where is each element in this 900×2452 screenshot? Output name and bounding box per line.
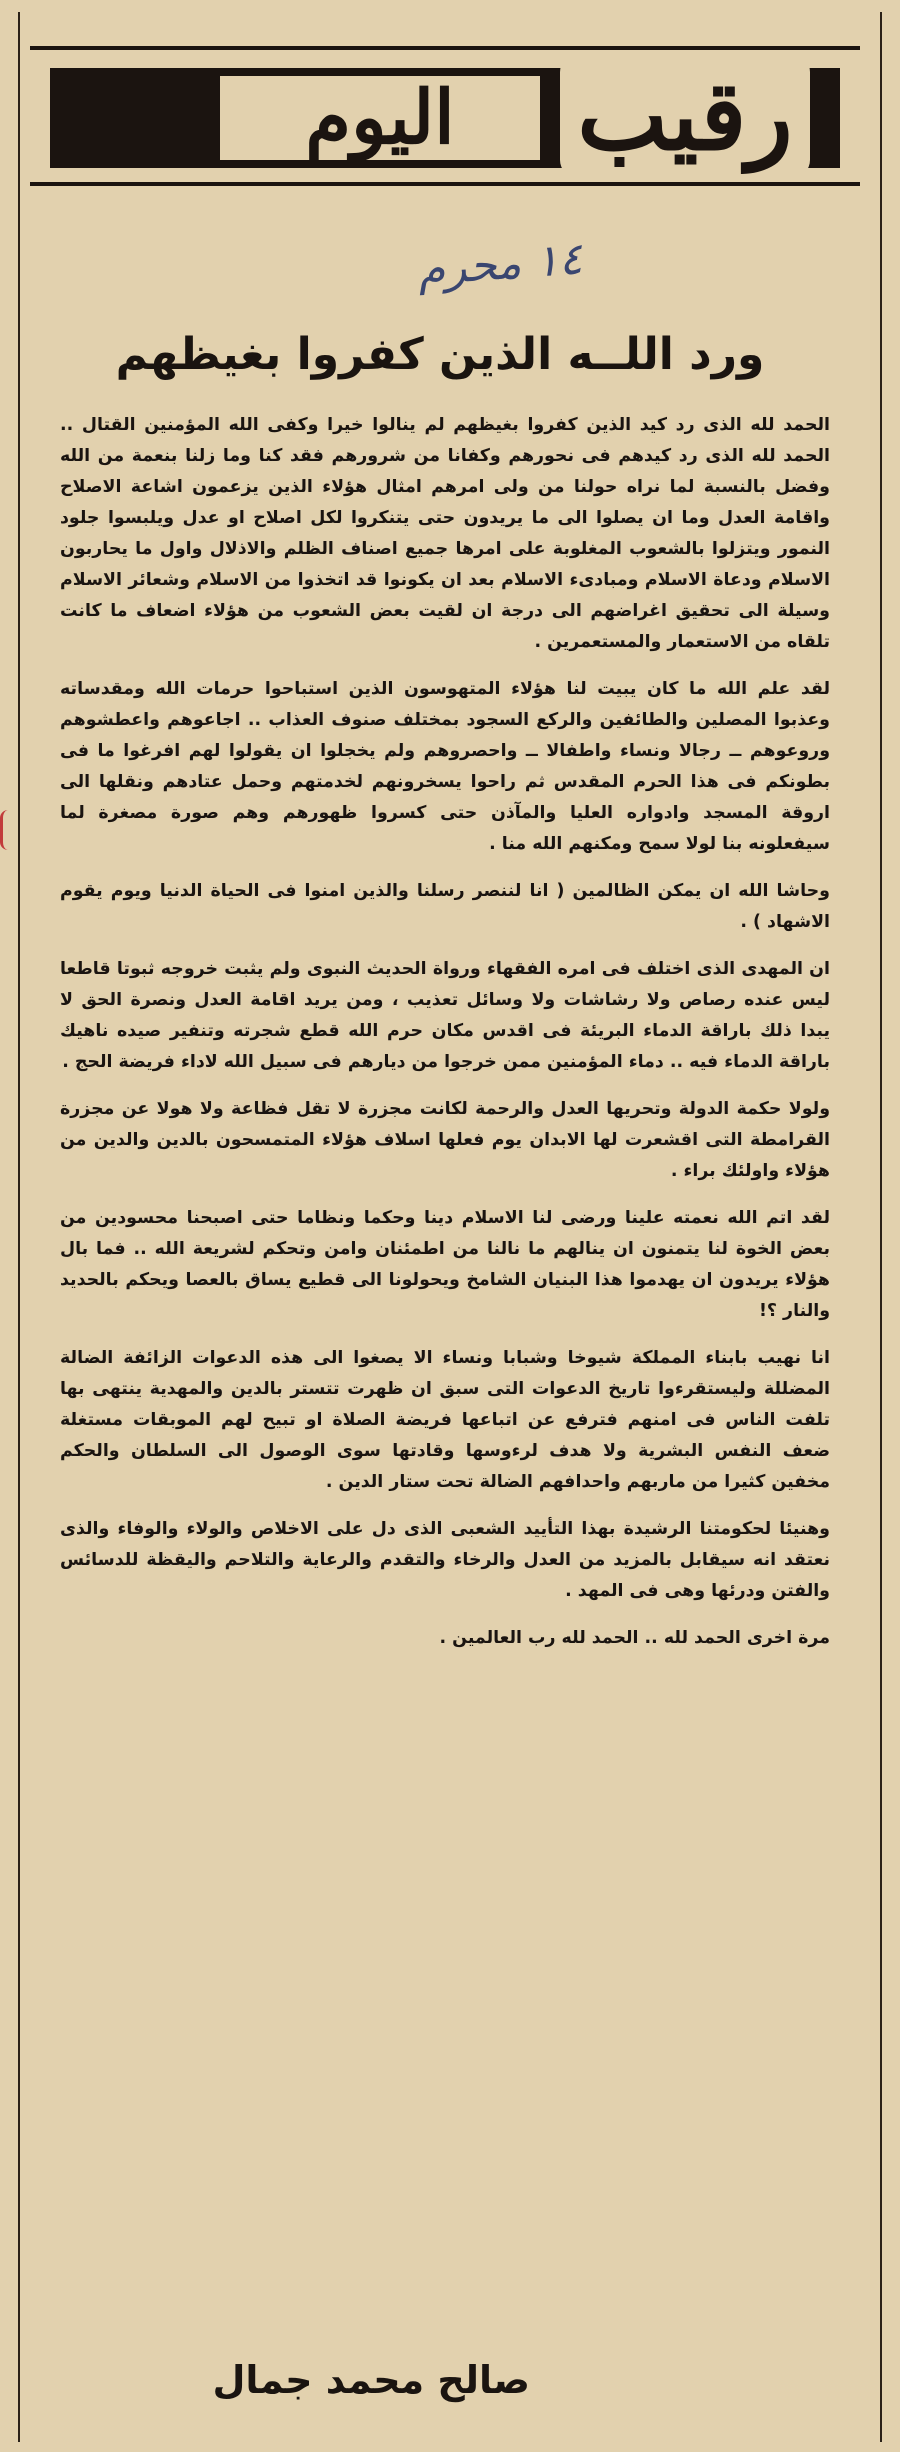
paragraph: ولولا حكمة الدولة وتحريها العدل والرحمة لكانت مجزرة لا تقل فظاعة ولا هولا عن مجزرة القرامطة التى اقشعرت لها الابدان يوم فعلها اسلاف هؤلاء المتمسحون بالدين والدين من هؤلاء واولئك براء .	[60, 1099, 830, 1181]
masthead-title-raqib: رقيب	[560, 54, 810, 178]
paragraph: انا نهيب بابناء المملكة شيوخا وشبابا ونساء الا يصغوا الى هذه الدعوات الزائفة الضالة المضللة وليستقرءوا تاريخ الدعوات التى سبق ان ظهرت تتستر بالدين والمهدية ينتهى بها تلفت الناس فى امنهم فترفع عن اتباعها فريضة الصلاة او تبيح لهم الموبقات مستغلة ضعف النفس البشرية ولا هدف لرءوسها وقادتها سوى الوصول الى السلطان والحكم مخفين كثيرا من ماربهم واحدافهم الضالة تحت ستار الدين .	[60, 1348, 830, 1492]
handwritten-date: ١٤ محرم	[416, 233, 584, 296]
paragraph: لقد اتم الله نعمته علينا ورضى لنا الاسلام دينا وحكما ونظاما حتى اصبحنا محسودين من بعض الخوة لنا يتمنون ان ينالهم ما نالنا من اطمئنان وامن وتحكم لشريعة الله .. فما بال هؤلاء يريدون ان يهدموا هذا البنيان الشامخ ويحولونا الى قطيع يساق بالعصا ويحكم بالحديد والنار ؟!	[60, 1208, 830, 1321]
paragraph: الحمد لله الذى رد كيد الذين كفروا بغيظهم لم ينالوا خيرا وكفى الله المؤمنين القتال .. الحمد لله الذى رد كيدهم فى نحورهم وكفانا من شرورهم فقد كنا وما زلنا بنعمة من الله وفضل بالنسبة لما نراه حولنا من ولى امرهم امثال هؤلاء الذين يزعمون اشاعة الاصلاح واقامة العدل وما ان يصلوا الى ما يريدون حتى يتنكروا لكل اصلاح او عدل ويلبسوا جلود النمور ويتزلوا بالشعوب المغلوبة على امرها جميع اصناف الظلم والاذلال واول ما يحاربون الاسلام ودعاة الاسلام ومبادىء الاسلام بعد ان يكونوا قد اتخذوا من الاسلام وشعائر الاسلام وسيلة الى تحقيق اغراضهم الى درجة ان لقيت بعض الشعوب من هؤلاء اضعاف ما كانت تلقاه من الاستعمار والمستعمرين .	[60, 415, 830, 652]
paragraph: ان المهدى الذى اختلف فى امره الفقهاء ورواة الحديث النبوى ولم يثبت خروجه ثبوتا قاطعا ليس عنده رصاص ولا رشاشات ولا وسائل تعذيب ، ومن يريد اقامة العدل ونصرة الحق لا يبدا ذلك باراقة الدماء البريئة فى اقدس مكان حرم الله قطع شجرته وتنفير صيده ناهيك باراقة الدماء فيه .. دماء المؤمنين ممن خرجوا من ديارهم فى سبيل الله لاداء فريضة الحج .	[60, 959, 830, 1072]
paragraph: مرة اخرى الحمد لله .. الحمد لله رب العالمين .	[439, 1628, 830, 1648]
paragraph: لقد علم الله ما كان يبيت لنا هؤلاء المتهوسون الذين استباحوا حرمات الله ومقدساته وعذبوا المصلين والطائفين والركع السجود بمختلف صنوف العذاب .. اجاعوهم واعطشوهم وروعوهم ــ رجالا ونساء واطفالا ــ واحصروهم ولم يخجلوا ان يقولوا لهم افرغوا ما فى بطونكم فى هذا الحرم المقدس ثم راحوا يسخرونهم لخدمتهم وحمل عتادهم ونقلها الى اروقة المسجد وادواره العليا والمآذن حتى كسروا ظهورهم وهم صورة مصغرة لما سيفعلونه بنا لولا سمح ومكنهم الله منا .	[60, 679, 830, 854]
paragraph: وحاشا الله ان يمكن الظالمين ( انا لننصر رسلنا والذين امنوا فى الحياة الدنيا ويوم يقوم الاشهاد ) .	[60, 881, 830, 932]
article-headline: ورد اللــه الذين كفروا بغيظهم	[115, 329, 765, 380]
article-body	[60, 410, 830, 2310]
author-signature: صالح محمد جمال	[212, 2358, 530, 2402]
masthead-title-alyawm: اليوم	[220, 76, 540, 160]
red-margin-mark	[0, 810, 17, 850]
masthead	[50, 46, 840, 186]
paragraph: وهنيئا لحكومتنا الرشيدة بهذا التأييد الشعبى الذى دل على الاخلاص والولاء والوفاء والذى نعتقد انه سيقابل بالمزيد من العدل والرخاء والتقدم والرعاية والتلاحم واليقظة للدسائس والفتن ودرئها وهى فى المهد .	[60, 1519, 830, 1601]
